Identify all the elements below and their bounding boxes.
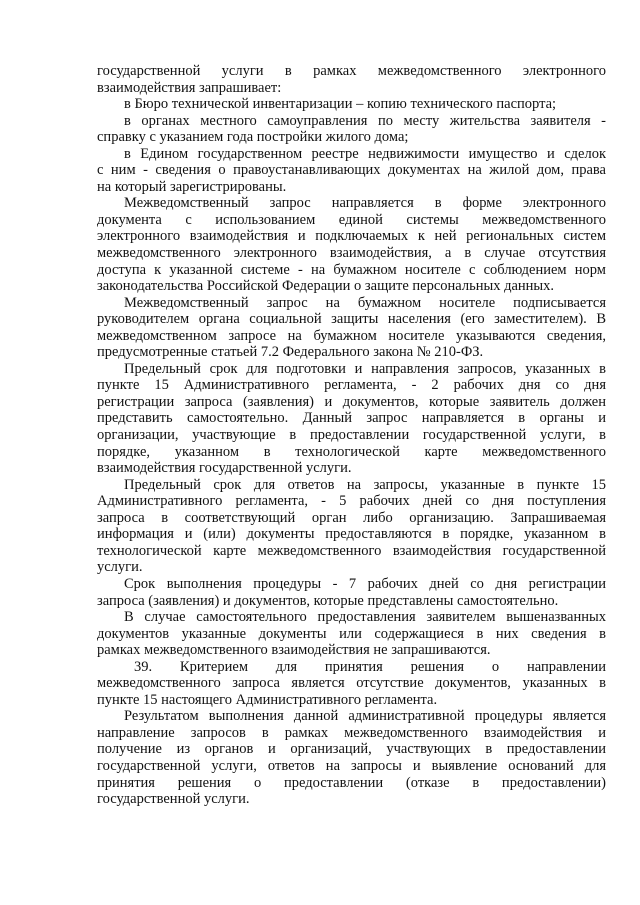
text-line: Срок выполнения процедуры - 7 рабочих дней со дня регистрации [124, 575, 606, 592]
text-line: документа с использованием единой системы межведомственного [97, 211, 606, 228]
text-line: Административного регламента, - 5 рабочих дней со дня поступления [97, 493, 606, 510]
text-line: принятия решения о предоставлении (отказе в предоставлении) [97, 774, 606, 791]
paragraph [97, 63, 606, 96]
text-line: пункте 15 настоящего Административного регламента. [97, 691, 438, 708]
text-line: регистрации запроса (заявления) и документов, которые заявитель должен [97, 393, 606, 410]
text-line: государственной услуги, ответов на запросы и выявление оснований для [97, 757, 606, 774]
paragraph [97, 195, 606, 294]
paragraph [97, 113, 606, 146]
text-line: Межведомственный запрос направляется в форме электронного [124, 195, 606, 212]
text-line: организации, участвующие в предоставлении государственной услуги, в [97, 427, 606, 444]
text-line: Результатом выполнения данной административной процедуры является [124, 708, 606, 725]
paragraph [97, 609, 606, 659]
text-line: в Бюро технической инвентаризации – копию технического паспорта; [124, 96, 557, 113]
text-line: справку с указанием года постройки жилого дома; [97, 129, 409, 146]
paragraph [97, 576, 606, 609]
paragraph [97, 477, 606, 576]
paragraph [97, 295, 606, 361]
text-line: информация и (или) документы предоставляются в порядке, указанном в [97, 526, 606, 543]
text-line: рамках межведомственного взаимодействия не запрашиваются. [97, 642, 491, 659]
text-line: Предельный срок для подготовки и направления запросов, указанных в [124, 360, 606, 377]
text-line: в органах местного самоуправления по месту жительства заявителя - [124, 112, 606, 129]
text-line: 39. Критерием для принятия решения о направлении [134, 658, 606, 675]
paragraph [97, 96, 606, 113]
text-line: в Едином государственном реестре недвижимости имущество и сделок [124, 145, 606, 162]
text-line: направление запросов в рамках межведомственного взаимодействия и [97, 724, 606, 741]
text-line: представить самостоятельно. Данный запрос направляется в органы и [97, 410, 606, 427]
text-line: В случае самостоятельного предоставления заявителем вышеназванных [124, 609, 606, 626]
document-body [97, 63, 606, 808]
text-line: электронного взаимодействия и подключаемых к ней региональных систем [97, 228, 606, 245]
text-line: запроса в соответствующий орган либо организацию. Запрашиваемая [97, 509, 606, 526]
text-line: межведомственного запроса является отсутствие документов, указанных в [97, 675, 606, 692]
text-line: межведомственном запросе на бумажном носителе указываются сведения, [97, 327, 606, 344]
text-line: государственной услуги в рамках межведомственного электронного [97, 63, 606, 79]
text-line: технологической карте межведомственного взаимодействия государственной [97, 542, 606, 559]
text-line: доступа к указанной системе - на бумажном носителе с соблюдением норм [97, 261, 606, 278]
text-line: запроса (заявления) и документов, которые представлены самостоятельно. [97, 592, 559, 609]
text-line: руководителем органа социальной защиты населения (его заместителем). В [97, 311, 606, 328]
text-line: с ним - сведения о правоустанавливающих документах на жилой дом, права [97, 162, 606, 179]
text-line: Межведомственный запрос на бумажном носителе подписывается [124, 294, 606, 311]
paragraph [97, 708, 606, 807]
text-line: взаимодействия запрашивает: [97, 79, 282, 96]
paragraph [97, 361, 606, 477]
text-line: порядке, указанном в технологической карте межведомственного [97, 443, 606, 460]
text-line: Предельный срок для ответов на запросы, указанные в пункте 15 [124, 476, 606, 493]
text-line: предусмотренные статьей 7.2 Федерального закона № 210-ФЗ. [97, 344, 484, 361]
paragraph [97, 659, 606, 709]
text-line: государственной услуги. [97, 791, 250, 808]
text-line: получение из органов и организаций, участвующих в предоставлении [97, 741, 606, 758]
text-line: услуги. [97, 559, 143, 576]
text-line: пункте 15 Административного регламента, - 2 рабочих дня со дня [97, 377, 606, 394]
paragraph [97, 146, 606, 196]
text-line: документов указанные документы или содержащиеся в них сведения в [97, 625, 606, 642]
text-line: взаимодействия государственной услуги. [97, 460, 352, 477]
text-line: на который зарегистрированы. [97, 178, 287, 195]
text-line: межведомственного электронного взаимодействия, а в случае отсутствия [97, 245, 606, 262]
text-line: законодательства Российской Федерации о защите персональных данных. [97, 278, 555, 295]
